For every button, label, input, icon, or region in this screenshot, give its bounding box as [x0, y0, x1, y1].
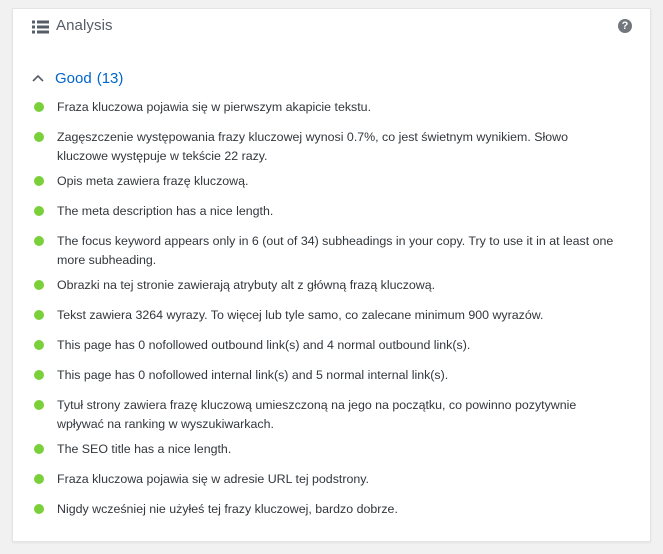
result-text: Fraza kluczowa pojawia się w pierwszym akapicie tekstu. [57, 100, 372, 114]
good-status-bullet [34, 340, 44, 350]
good-status-bullet [34, 504, 44, 514]
result-text: Nigdy wcześniej nie użyłeś tej frazy kluczowej, bardzo dobrze. [57, 502, 398, 516]
good-status-bullet [34, 370, 44, 380]
analysis-title: Analysis [56, 17, 113, 34]
analysis-header [13, 9, 650, 45]
result-text: This page has 0 nofollowed internal link(s) and 5 normal internal link(s). [57, 368, 449, 382]
good-status-bullet [34, 206, 44, 216]
analysis-panel [12, 8, 651, 542]
good-status-bullet [34, 102, 44, 112]
result-text: The focus keyword appears only in 6 (out of 34) subheadings in your copy. Try to use it in at least one more subheading. [57, 234, 614, 267]
good-section-toggle[interactable] [31, 67, 123, 89]
result-text: Obrazki na tej stronie zawierają atrybuty alt z główną frazą kluczową. [57, 278, 436, 292]
good-status-bullet [34, 400, 44, 410]
result-text: Opis meta zawiera frazę kluczową. [57, 174, 249, 188]
good-section-count: (13) [96, 69, 124, 87]
result-text: Zagęszczenie występowania frazy kluczowej wynosi 0.7%, co jest świetnym wynikiem. Słowo kluczowe występuje w tekście 22 razy. [57, 130, 568, 163]
good-status-bullet [34, 132, 44, 142]
good-status-bullet [34, 444, 44, 454]
good-status-bullet [34, 236, 44, 246]
result-text: Fraza kluczowa pojawia się w adresie URL tej podstrony. [57, 472, 369, 486]
list-icon [32, 20, 49, 34]
good-status-bullet [34, 310, 44, 320]
result-text: This page has 0 nofollowed outbound link(s) and 4 normal outbound link(s). [57, 338, 471, 352]
question-icon[interactable]: ? [618, 19, 632, 33]
good-status-bullet [34, 474, 44, 484]
good-status-bullet [34, 176, 44, 186]
good-status-bullet [34, 280, 44, 290]
result-text: The SEO title has a nice length. [57, 442, 232, 456]
result-text: The meta description has a nice length. [57, 204, 274, 218]
result-text: Tytuł strony zawiera frazę kluczową umieszczoną na jego na początku, co powinno pozytywnie wpływać na ranking w wyszukiwarkach. [57, 398, 577, 431]
good-section-label: Good [55, 69, 92, 87]
result-text: Tekst zawiera 3264 wyrazy. To więcej lub tyle samo, co zalecane minimum 900 wyrazów. [57, 308, 544, 322]
chevron-up-icon [31, 71, 45, 85]
